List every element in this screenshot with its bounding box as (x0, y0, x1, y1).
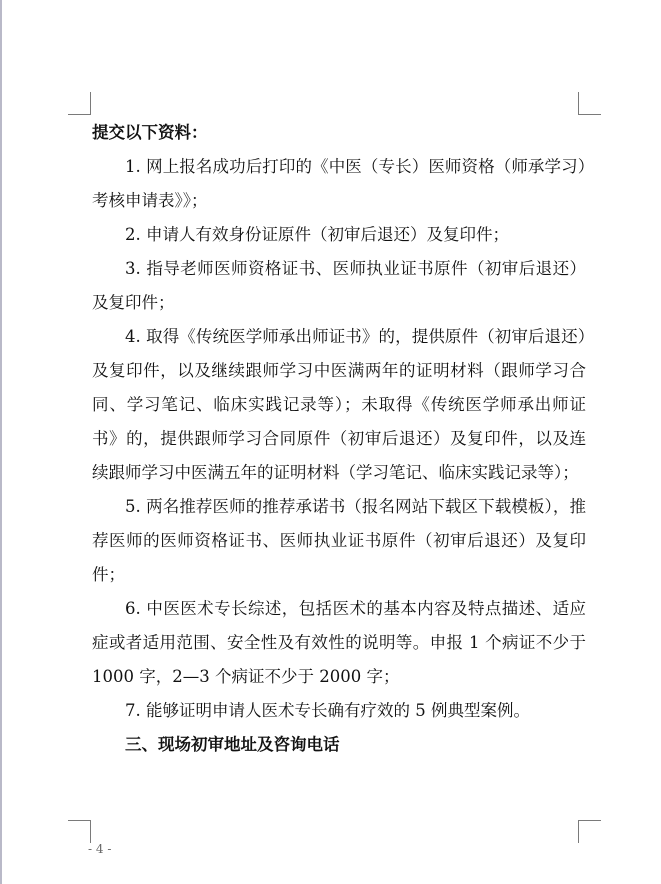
document-body (92, 116, 586, 762)
page-number: - 4 - (88, 842, 112, 856)
crop-mark-top-left (68, 92, 91, 115)
list-item-4: 4. 取得《传统医学师承出师证书》的，提供原件（初审后退还）及复印件，以及继续跟师学习中医满两年的证明材料（跟师学习合同、学习笔记、临床实践记录等）；未取得《传统医学师承出师证书》的，提供跟师学习合同原件（初审后退还）及复印件，以及连续跟师学习中医满五年的证明材料（学习笔记、临床实践记录等）； (92, 327, 586, 482)
list-item-5: 5. 两名推荐医师的推荐承诺书（报名网站下载区下载模板），推荐医师的医师资格证书、医师执业证书原件（初审后退还）及复印件； (92, 497, 586, 584)
list-item-2: 2. 申请人有效身份证原件（初审后退还）及复印件； (125, 225, 509, 244)
list-item-1: 1. 网上报名成功后打印的《中医（专长）医师资格（师承学习）考核申请表》》； (92, 157, 586, 210)
list-item-6: 6. 中医医术专长综述，包括医术的基本内容及特点描述、适应症或者适用范围、安全性及有效性的说明等。申报 1 个病证不少于 1000 字，2—3 个病证不少于 2000 字； (92, 599, 586, 686)
list-item-7: 7. 能够证明申请人医术专长确有疗效的 5 例典型案例。 (125, 701, 530, 720)
materials-heading: 提交以下资料： (92, 123, 208, 142)
crop-mark-top-right (578, 92, 601, 115)
list-item-3: 3. 指导老师医师资格证书、医师执业证书原件（初审后退还）及复印件； (92, 259, 586, 312)
crop-mark-bottom-right (578, 820, 601, 843)
window-left-edge (0, 0, 2, 884)
section-title: 三、现场初审地址及咨询电话 (125, 735, 340, 754)
crop-mark-bottom-left (68, 820, 91, 843)
